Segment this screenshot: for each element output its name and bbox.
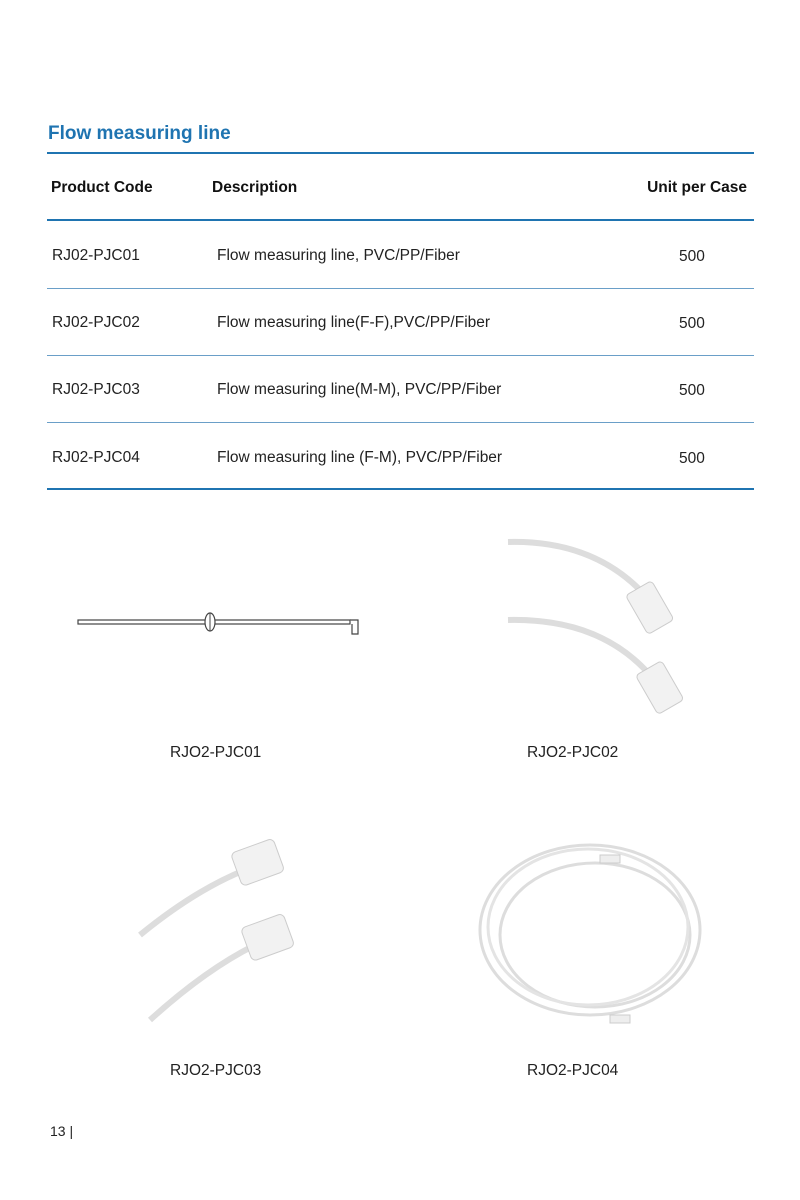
product-code: RJ02-PJC02 [52,314,140,331]
product-code: RJ02-PJC04 [52,449,140,466]
product-code: RJ02-PJC01 [52,247,140,264]
row-divider [47,355,754,356]
product-image-pjc03 [135,830,315,1030]
unit-per-case: 500 [679,382,705,399]
row-divider [47,288,754,289]
description: Flow measuring line(F-F),PVC/PP/Fiber [217,314,491,331]
product-image-pjc01 [70,605,370,645]
product-image-pjc02 [500,530,720,730]
header-unit-per-case: Unit per Case [647,179,747,196]
description: Flow measuring line (F-M), PVC/PP/Fiber [217,449,503,466]
section-title: Flow measuring line [48,123,231,144]
image-caption: RJO2-PJC04 [527,1062,619,1079]
header-rule [47,219,754,221]
unit-per-case: 500 [679,248,705,265]
description: Flow measuring line, PVC/PP/Fiber [217,247,460,264]
page-number: 13 | [50,1123,74,1139]
product-image-pjc04 [470,835,710,1035]
header-description: Description [212,179,298,196]
unit-per-case: 500 [679,450,705,467]
image-caption: RJO2-PJC02 [527,744,619,761]
header-product-code: Product Code [51,179,153,196]
unit-per-case: 500 [679,315,705,332]
description: Flow measuring line(M-M), PVC/PP/Fiber [217,381,502,398]
table-bottom-rule [47,488,754,490]
row-divider [47,422,754,423]
image-caption: RJO2-PJC01 [170,744,262,761]
image-caption: RJO2-PJC03 [170,1062,262,1079]
product-code: RJ02-PJC03 [52,381,140,398]
title-rule [47,152,754,154]
